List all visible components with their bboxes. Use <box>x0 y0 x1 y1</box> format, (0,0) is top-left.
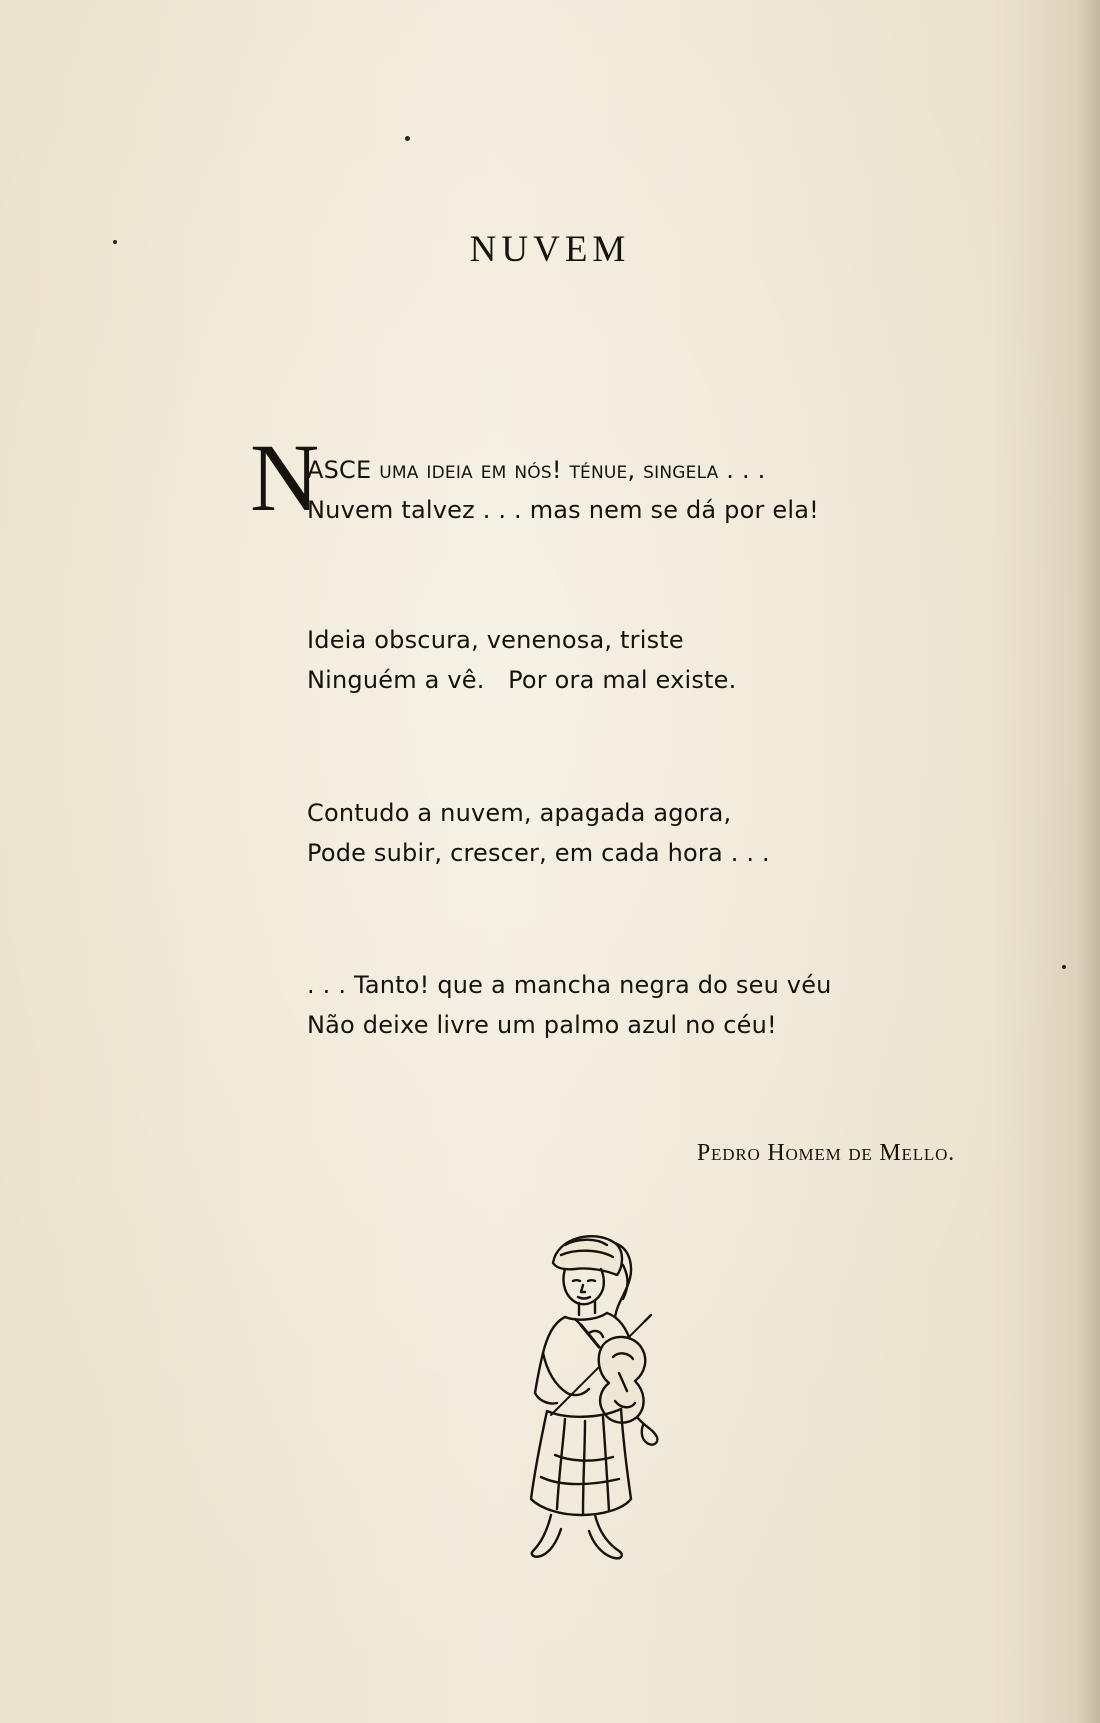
poem-line: Nuvem talvez . . . mas nem se dá por ela! <box>307 496 819 524</box>
poem-line: Pode subir, crescer, em cada hora . . . <box>307 839 770 867</box>
show-through-text <box>150 170 1050 204</box>
poem-line: . . . Tanto! que a mancha negra do seu véu <box>307 971 832 999</box>
poem-line: Não deixe livre um palmo azul no céu! <box>307 1011 777 1039</box>
poem-line: Ninguém a vê. Por ora mal existe. <box>307 666 737 694</box>
poem-line: Contudo a nuvem, apagada agora, <box>307 799 732 827</box>
stanza-3 <box>307 793 770 873</box>
poem-title: NUVEM <box>469 229 631 270</box>
ink-speck <box>1062 965 1066 969</box>
ink-speck <box>405 136 410 141</box>
fiddler-illustration-icon <box>495 1225 675 1565</box>
poem-author: Pedro Homem de Mello. <box>696 1140 955 1166</box>
stanza-2 <box>307 620 736 700</box>
poem-line: ASCE uma ideia em nós! ténue, singela . . . <box>307 456 766 484</box>
stanza-1 <box>307 450 819 530</box>
stanza-4 <box>307 965 832 1045</box>
drop-cap: N <box>250 424 320 531</box>
poem-line: Ideia obscura, venenosa, triste <box>307 626 684 654</box>
